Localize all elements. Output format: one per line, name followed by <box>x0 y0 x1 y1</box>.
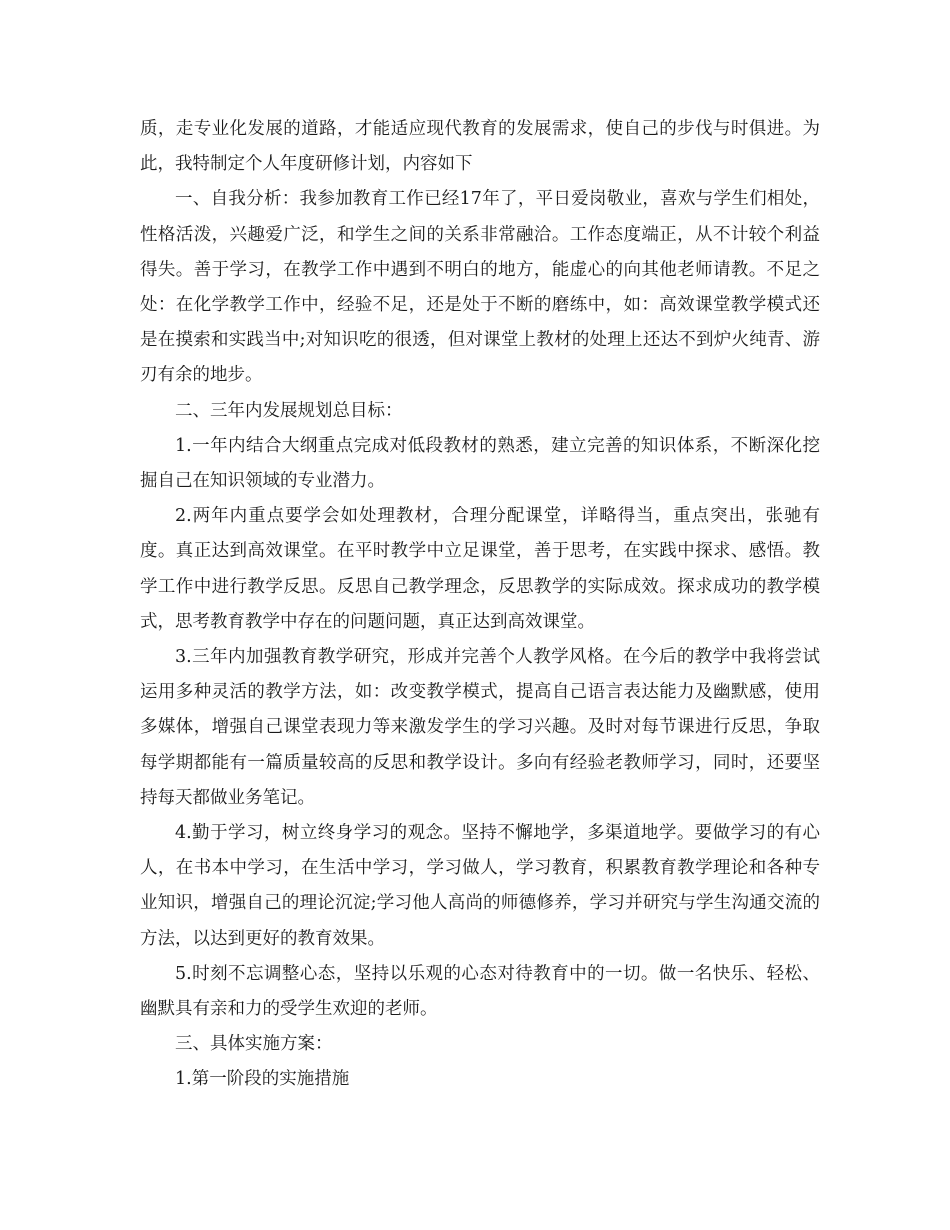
document-body <box>140 112 820 1098</box>
paragraph-goal-5: 5.时刻不忘调整心态，坚持以乐观的心态对待教育中的一切。做一名快乐、轻松、幽默具有亲和力的受学生欢迎的老师。 <box>140 963 820 1020</box>
paragraph-intro-continuation: 质，走专业化发展的道路，才能适应现代教育的发展需求，使自己的步伐与时俱进。为此，我特制定个人年度研修计划，内容如下 <box>140 119 820 175</box>
paragraph-goal-2: 2.两年内重点要学会如处理教材，合理分配课堂，详略得当，重点突出，张驰有度。真正达到高效课堂。在平时教学中立足课堂，善于思考，在实践中探求、感悟。教学工作中进行教学反思。反思自己教学理念，反思教学的实际成效。探求成功的教学模式，思考教育教学中存在的问题问题，真正达到高效课堂。 <box>140 506 820 632</box>
heading-three-year-goals: 二、三年内发展规划总目标： <box>175 400 403 421</box>
heading-implementation-plan: 三、具体实施方案： <box>175 1034 333 1055</box>
paragraph-goal-3: 3.三年内加强教育教学研究，形成并完善个人教学风格。在今后的教学中我将尝试运用多种灵活的教学方法，如：改变教学模式，提高自己语言表达能力及幽默感，使用多媒体，增强自己课堂表现力等来激发学生的学习兴趣。及时对每节课进行反思，争取每学期都能有一篇质量较高的反思和教学设计。多向有经验老教师学习，同时，还要坚持每天都做业务笔记。 <box>140 647 820 808</box>
paragraph-self-analysis: 一、自我分析：我参加教育工作已经17年了，平日爱岗敬业，喜欢与学生们相处，性格活泼，兴趣爱广泛，和学生之间的关系非常融洽。工作态度端正，从不计较个利益得失。善于学习，在教学工作中遇到不明白的地方，能虚心的向其他老师请教。不足之处：在化学教学工作中，经验不足，还是处于不断的磨练中，如：高效课堂教学模式还是在摸索和实践当中;对知识吃的很透，但对课堂上教材的处理上还达不到炉火纯青、游刃有余的地步。 <box>140 189 820 386</box>
paragraph-stage-1: 1.第一阶段的实施措施 <box>175 1069 350 1090</box>
paragraph-goal-1: 1.一年内结合大纲重点完成对低段教材的熟悉，建立完善的知识体系，不断深化挖掘自己在知识领域的专业潜力。 <box>140 435 820 492</box>
paragraph-goal-4: 4.勤于学习，树立终身学习的观念。坚持不懈地学，多渠道地学。要做学习的有心人，在书本中学习，在生活中学习，学习做人，学习教育，积累教育教学理论和各种专业知识，增强自己的理论沉淀;学习他人高尚的师德修养，学习并研究与学生沟通交流的方法，以达到更好的教育效果。 <box>140 823 820 949</box>
